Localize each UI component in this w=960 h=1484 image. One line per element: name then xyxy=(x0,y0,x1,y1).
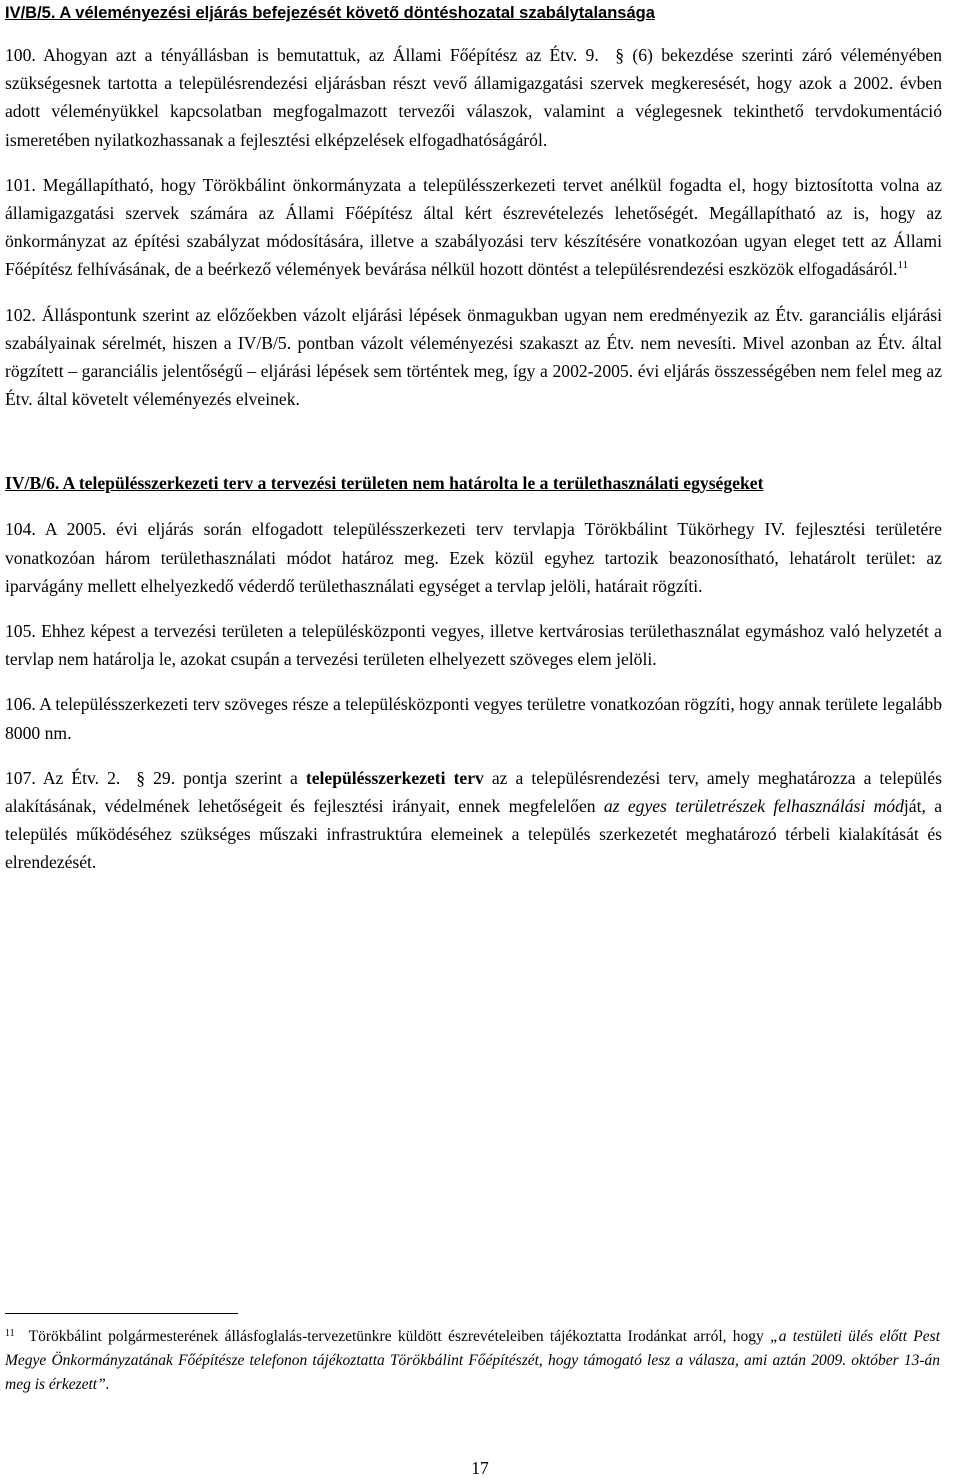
paragraph-104: 104. A 2005. évi eljárás során elfogadott településszerkezeti terv tervlapja Törökbálint Tükörhegy IV. fejlesztési területére vonatkozóan három területhasználati módot határoz meg. Ezek közül egyhez tartozik beazonosítható, lehatárolt terület: az iparvágány mellett elhelyezkedő véderdő területhasználati egységet a tervlap jelöli, határait rögzíti. xyxy=(5,519,942,596)
paragraph-107-text-d: ját, a település működéséhez szükséges műszaki infrastruktúra elemeinek a település szerkezetét meghatározó térbeli kialakítását és elrendezését. xyxy=(5,796,943,873)
paragraph-107-text-c: az a településrendezési terv, amely meghatározza a település alakításának, védelmének lehetőségeit és fejlesztési irányait, ennek megfelelően xyxy=(5,767,942,817)
paragraph-102: 102. Álláspontunk szerint az előzőekben vázolt eljárási lépések önmagukban ugyan nem eredményezik az Étv. garanciális eljárási szabályainak sérelmét, hiszen a IV/B/5. pontban vázolt véleményezési szakaszt az Étv. nem nevesíti. Mivel azonban az Étv. által rögzített – garanciális jelentőségű – eljárási lépések sem történtek meg, így a 2002-2005. évi eljárás összességében nem felel meg az Étv. által követelt véleményezés elveinek. xyxy=(5,304,942,410)
paragraph-101 xyxy=(5,171,942,284)
paragraph-100-text-a: 100. Ahogyan azt a tényállásban is bemutattuk, az Állami Főépítész az Étv. 9. xyxy=(5,45,599,65)
paragraph-107-bold-term: településszerkezeti terv xyxy=(305,767,484,788)
document-page xyxy=(5,0,942,877)
paragraph-107-text-a: 107. Az Étv. 2. xyxy=(5,767,121,788)
footnote-text: Törökbálint polgármesterének állásfoglalás-tervezetünkre küldött észrevételeiben tájékoztatta Irodánkat arról, hogy xyxy=(28,1328,764,1345)
section-heading-iv-b-6: IV/B/6. A településszerkezeti terv a tervezési területen nem határolta le a területhasználati egységeket xyxy=(5,473,764,494)
page-number: 17 xyxy=(471,1458,489,1478)
section-sign: § xyxy=(136,767,146,788)
paragraph-105: 105. Ehhez képest a tervezési területen a településközponti vegyes, illetve kertvárosias területhasználat egymáshoz való helyzetét a tervlap nem határolja le, azokat csupán a tervezési területen elhelyezett szöveges elem jelöli. xyxy=(5,621,942,670)
section-sign: § xyxy=(615,45,625,65)
paragraph-107-italic-phrase: az egyes területrészek felhasználási mód xyxy=(603,796,904,817)
paragraph-100 xyxy=(5,41,942,154)
paragraph-107 xyxy=(5,764,942,877)
footnote-number: 11 xyxy=(5,1328,15,1339)
paragraph-107-text-b: 29. pontja szerint a xyxy=(153,767,298,788)
paragraph-106: 106. A településszerkezeti terv szöveges része a településközponti vegyes területre vonatkozóan rögzíti, hogy annak területe legalább 8000 nm. xyxy=(5,694,942,743)
footnote-reference[interactable]: 11 xyxy=(897,259,909,272)
footnote xyxy=(5,1322,940,1397)
paragraph-101-text: 101. Megállapítható, hogy Törökbálint önkormányzata a településszerkezeti tervet anélkül fogadta el, hogy biztosította volna az államigazgatási szervek számára az Állami Főépítész által kért észrevételezés lehetőségét. Megállapítható az is, hogy az önkormányzat az építési szabályzat módosítására, illetve a szabályozási terv készítésére vonatkozóan ugyan eleget tett az Állami Főépítész felhívásának, de a beérkező vélemények bevárása nélkül hozott döntést a településrendezési eszközök elfogadásáról. xyxy=(5,174,942,280)
footnote-quote: „a testületi ülés előtt Pest Megye Önkormányzatának Főépítésze telefonon tájékoztatta Törökbálint Főépítészét, hogy támogató lesz a válasza, ami aztán 2009. október 13-án meg is érkezett”. xyxy=(5,1328,940,1393)
footnote-separator xyxy=(5,1313,238,1314)
section-heading-iv-b-5: IV/B/5. A véleményezési eljárás befejezését követő döntéshozatal szabálytalansága xyxy=(5,4,655,22)
paragraph-100-text-b: (6) bekezdése szerinti záró véleményében szükségesnek tartotta a településrendezési eljárásban részt vevő államigazgatási szervek megkeresését, hogy azok a 2002. évben adott véleményükkel kapcsolatban megfogalmazott tervezői válaszok, valamint a véglegesnek tekinthető tervdokumentáció ismeretében nyilatkozhassanak a fejlesztési elképzelések elfogadhatóságáról. xyxy=(5,45,942,150)
